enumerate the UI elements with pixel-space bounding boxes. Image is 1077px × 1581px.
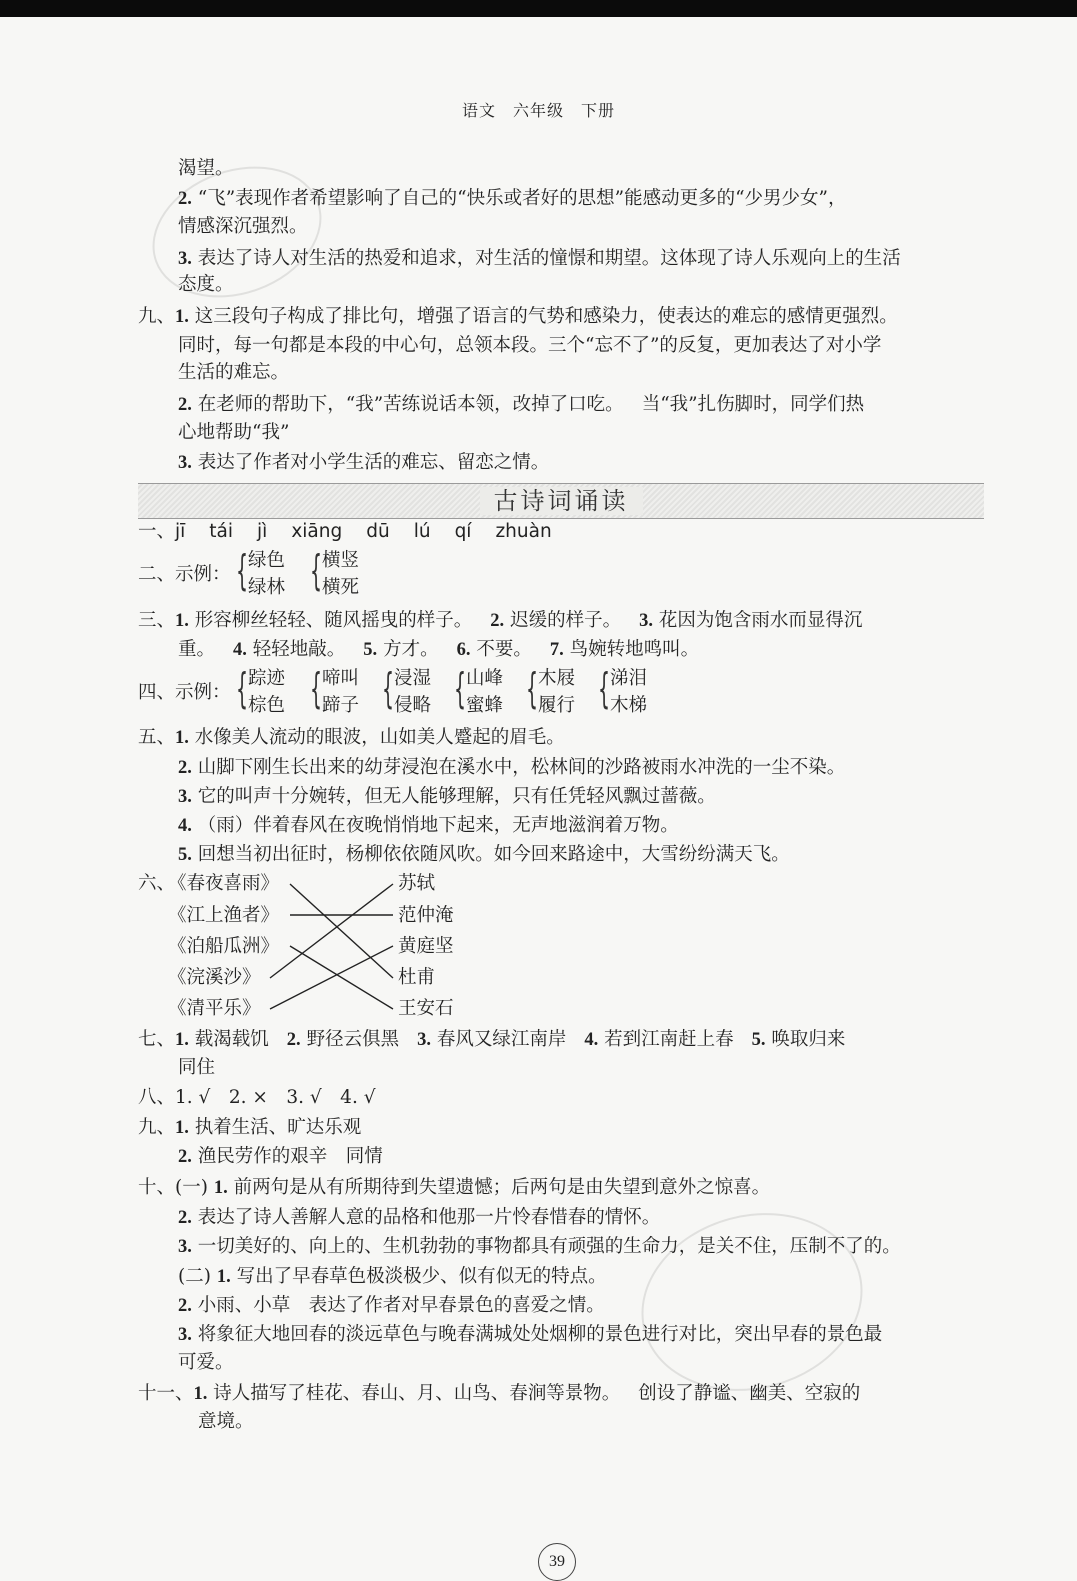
- poet-name: 苏轼: [398, 873, 436, 894]
- poem-title: 《泊船瓜洲》: [168, 936, 280, 957]
- answer-line: 2. 山脚下刚生长出来的幼芽浸泡在溪水中，松林间的沙路被雨水冲洗的一尘不染。: [178, 757, 846, 778]
- question-label: 四、示例：: [138, 682, 231, 703]
- answer-line: 重。 4. 轻轻地敲。 5. 方才。 6. 不要。 7. 鸟婉转地鸣叫。: [178, 639, 700, 660]
- answer-line: 十、(一) 1. 前两句是从有所期待到失望遗憾；后两句是由失望到意外之惊喜。: [138, 1177, 771, 1198]
- match-line: [270, 946, 393, 1009]
- word-pair: 浸湿 侵略: [394, 668, 432, 716]
- pinyin-answers: 一、jī tái jì xiāng dū lú qí zhuàn: [138, 521, 552, 542]
- brace: {: [454, 664, 467, 713]
- match-line: [290, 946, 393, 1009]
- answer-line: 2. 表达了诗人善解人意的品格和他那一片怜春惜春的情怀。: [178, 1207, 661, 1228]
- answer-line: 3. 它的叫声十分婉转，但无人能够理解，只有任凭轻风飘过蔷薇。: [178, 786, 716, 807]
- answer-line: 十一、1. 诗人描写了桂花、春山、月、山鸟、春涧等景物。 创设了静谧、幽美、空寂的: [138, 1383, 861, 1404]
- answer-line: 态度。: [178, 274, 234, 295]
- answer-line: (二) 1. 写出了早春草色极淡极少、似有似无的特点。: [178, 1266, 607, 1287]
- answer-line: 七、1. 载渴载饥 2. 野径云俱黑 3. 春风又绿江南岸 4. 若到江南赶上春 5. 唤取归来: [138, 1029, 846, 1050]
- answer-line: 意境。: [198, 1411, 254, 1432]
- match-line: [270, 884, 393, 978]
- answer-line: 九、1. 执着生活、旷达乐观: [138, 1117, 362, 1138]
- answer-line: 2. 渔民劳作的艰辛 同情: [178, 1146, 383, 1167]
- word-pair: 横竖 横死: [322, 550, 360, 598]
- brace: {: [310, 664, 323, 713]
- answer-line: 可爱。: [178, 1352, 234, 1373]
- brace: {: [598, 664, 611, 713]
- poet-name: 范仲淹: [398, 905, 454, 926]
- answer-line: 2. “飞”表现作者希望影响了自己的“快乐或者好的思想”能感动更多的“少男少女”，: [178, 188, 847, 209]
- brace: {: [236, 546, 249, 595]
- poem-title: 《清平乐》: [168, 998, 261, 1019]
- answer-line: 九、1. 这三段句子构成了排比句，增强了语言的气势和感染力，使表达的难忘的感情更强烈。: [138, 306, 898, 327]
- question-label: 二、示例：: [138, 564, 231, 585]
- question-label: 六、: [138, 873, 176, 894]
- poem-title: 《浣溪沙》: [168, 967, 261, 988]
- answer-line: 4. （雨）伴着春风在夜晚悄悄地下起来，无声地滋润着万物。: [178, 815, 679, 836]
- answer-line: 三、1. 形容柳丝轻轻、随风摇曳的样子。 2. 迟缓的样子。 3. 花因为饱含雨水而显得沉: [138, 610, 863, 631]
- word-pair: 绿色 绿林: [248, 550, 286, 598]
- word-pair: 涕泪 木梯: [610, 668, 648, 716]
- answer-line: 同住: [178, 1057, 216, 1078]
- page-header: 语文 六年级 下册: [461, 101, 615, 120]
- brace: {: [310, 546, 323, 595]
- match-line: [290, 884, 393, 978]
- word-pair: 山峰 蜜蜂: [466, 668, 504, 716]
- answer-line: 渴望。: [178, 158, 234, 179]
- poet-name: 杜甫: [398, 967, 436, 988]
- answer-line: 2. 在老师的帮助下，“我”苦练说话本领，改掉了口吃。 当“我”扎伤脚时，同学们热: [178, 394, 865, 415]
- answer-line: 生活的难忘。: [178, 362, 290, 383]
- answer-line: 3. 表达了诗人对生活的热爱和追求，对生活的憧憬和期望。这体现了诗人乐观向上的生活: [178, 248, 901, 269]
- answer-line: 五、1. 水像美人流动的眼波，山如美人蹙起的眉毛。: [138, 727, 565, 748]
- word-pair: 木屐 履行: [538, 668, 576, 716]
- answer-line: 5. 回想当初出征时，杨柳依依随风吹。如今回来路途中，大雪纷纷满天飞。: [178, 844, 790, 865]
- poet-name: 王安石: [398, 998, 454, 1019]
- answer-line: 八、1. √ 2. × 3. √ 4. √: [138, 1087, 376, 1108]
- answer-line: 3. 表达了作者对小学生活的难忘、留恋之情。: [178, 452, 550, 473]
- answer-line: 2. 小雨、小草 表达了作者对早春景色的喜爱之情。: [178, 1295, 605, 1316]
- page-number: 39: [538, 1543, 576, 1581]
- answer-line: 3. 将象征大地回春的淡远草色与晚春满城处处烟柳的景色进行对比，突出早春的景色最: [178, 1324, 883, 1345]
- section-banner: 古诗词诵读: [138, 483, 984, 519]
- poem-title: 《江上渔者》: [168, 905, 280, 926]
- poet-name: 黄庭坚: [398, 936, 454, 957]
- poem-title: 《春夜喜雨》: [168, 873, 280, 894]
- word-pair: 啼叫 蹄子: [322, 668, 360, 716]
- answer-line: 3. 一切美好的、向上的、生机勃勃的事物都具有顽强的生命力，是关不住，压制不了的。: [178, 1236, 901, 1257]
- brace: {: [382, 664, 395, 713]
- brace: {: [526, 664, 539, 713]
- answer-line: 心地帮助“我”: [178, 422, 290, 443]
- word-pair: 踪迹 棕色: [248, 668, 286, 716]
- brace: {: [236, 664, 249, 713]
- answer-line: 情感深沉强烈。: [178, 216, 308, 237]
- answer-line: 同时，每一句都是本段的中心句，总领本段。三个“忘不了”的反复，更加表达了对小学: [178, 335, 882, 356]
